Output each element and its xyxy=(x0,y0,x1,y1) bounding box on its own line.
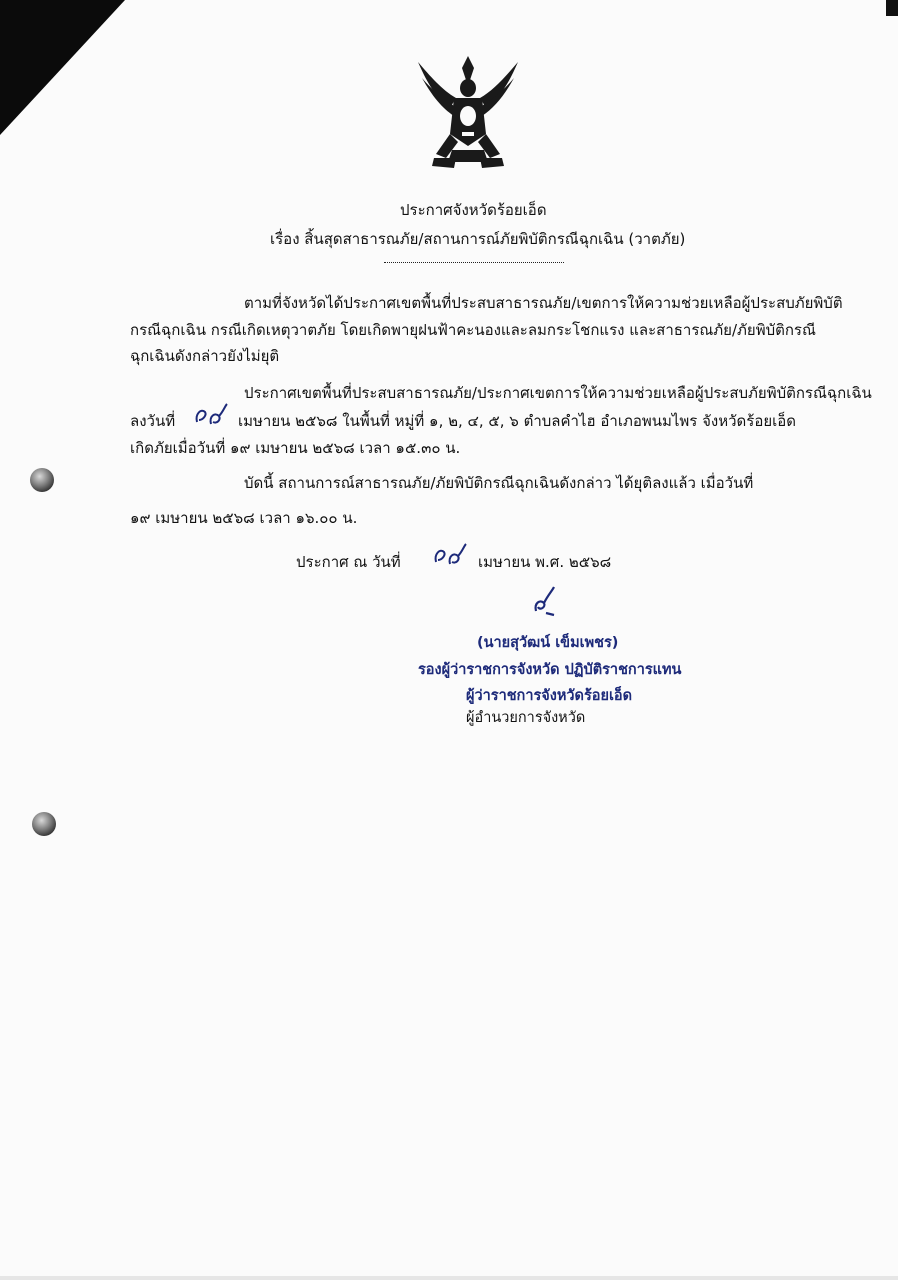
p3-line-2: ๑๙ เมษายน ๒๕๖๘ เวลา ๑๖.๐๐ น. xyxy=(130,509,358,527)
p1-line-1: ตามที่จังหวัดได้ประกาศเขตพื้นที่ประสบสาธารณภัย/เขตการให้ความช่วยเหลือผู้ประสบภัยพิบัติ xyxy=(244,294,843,312)
scan-corner-shadow xyxy=(0,0,125,135)
scan-corner-shadow-right xyxy=(886,0,898,16)
handwritten-day-p2 xyxy=(193,400,237,432)
signer-name: (นายสุวัฒน์ เข็มเพชร) xyxy=(477,635,619,651)
p2-line-1: ประกาศเขตพื้นที่ประสบสาธารณภัย/ประกาศเขตการให้ความช่วยเหลือผู้ประสบภัยพิบัติกรณีฉุกเฉิน xyxy=(244,384,872,402)
punch-hole-bottom xyxy=(32,812,56,836)
subject-line: เรื่อง สิ้นสุดสาธารณภัย/สถานการณ์ภัยพิบัติกรณีฉุกเฉิน (วาตภัย) xyxy=(270,230,686,248)
p1-line-2: กรณีฉุกเฉิน กรณีเกิดเหตุวาตภัย โดยเกิดพายุฝนฟ้าคะนองและลมกระโชกแรง และสาธารณภัย/ภัยพิบัติกรณี xyxy=(130,321,816,339)
p2-line-2: เมษายน ๒๕๖๘ ในพื้นที่ หมู่ที่ ๑, ๒, ๔, ๕, ๖ ตำบลคำไฮ อำเภอพนมไพร จังหวัดร้อยเอ็ด xyxy=(238,412,797,430)
p2-line-2-prefix: ลงวันที่ xyxy=(130,412,176,430)
page-title: ประกาศจังหวัดร้อยเอ็ด xyxy=(400,201,547,219)
signer-on-behalf: ผู้ว่าราชการจังหวัดร้อยเอ็ด xyxy=(466,688,633,704)
signature-scribble xyxy=(530,585,560,623)
signer-role: ผู้อำนวยการจังหวัด xyxy=(466,710,586,726)
punch-hole-top xyxy=(30,468,54,492)
signer-position: รองผู้ว่าราชการจังหวัด ปฏิบัติราชการแทน xyxy=(418,662,682,678)
handwritten-day-announce xyxy=(432,540,476,572)
scan-edge xyxy=(0,1276,898,1280)
p2-line-3: เกิดภัยเมื่อวันที่ ๑๙ เมษายน ๒๕๖๘ เวลา ๑๕.๓๐ น. xyxy=(130,439,461,457)
garuda-emblem-icon xyxy=(412,50,524,178)
announce-suffix: เมษายน พ.ศ. ๒๕๖๘ xyxy=(478,553,612,571)
p3-line-1: บัดนี้ สถานการณ์สาธารณภัย/ภัยพิบัติกรณีฉุกเฉินดังกล่าว ได้ยุติลงแล้ว เมื่อวันที่ xyxy=(244,474,754,492)
separator-dots xyxy=(384,262,564,263)
announce-prefix: ประกาศ ณ วันที่ xyxy=(296,553,401,571)
p1-line-3: ฉุกเฉินดังกล่าวยังไม่ยุติ xyxy=(130,347,280,365)
